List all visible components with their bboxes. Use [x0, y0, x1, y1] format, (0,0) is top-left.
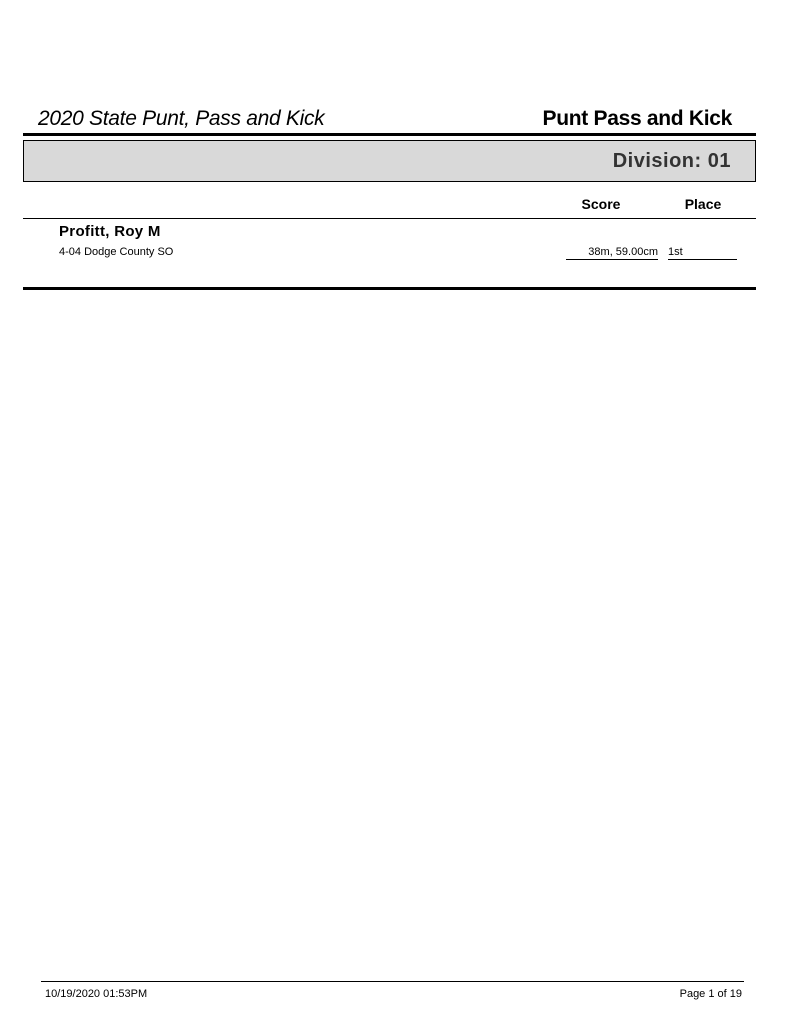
page-number: Page 1 of 19	[679, 988, 742, 1000]
athlete-team: 4-04 Dodge County SO	[59, 246, 174, 258]
event-title: 2020 State Punt, Pass and Kick	[38, 107, 325, 130]
athlete-name: Profitt, Roy M	[59, 223, 161, 240]
footer-timestamp: 10/19/2020 01:53PM	[45, 988, 148, 1000]
place-column-header: Place	[684, 196, 722, 212]
footer-divider	[41, 981, 744, 982]
score-column-header: Score	[581, 196, 621, 212]
division-label: Division: 01	[612, 150, 731, 172]
division-banner	[23, 140, 756, 182]
section-divider	[23, 287, 756, 290]
header-divider	[23, 133, 756, 136]
athlete-place: 1st	[668, 246, 737, 260]
event-name: Punt Pass and Kick	[542, 107, 732, 130]
athlete-score: 38m, 59.00cm	[566, 246, 658, 260]
column-header-divider	[23, 218, 756, 219]
